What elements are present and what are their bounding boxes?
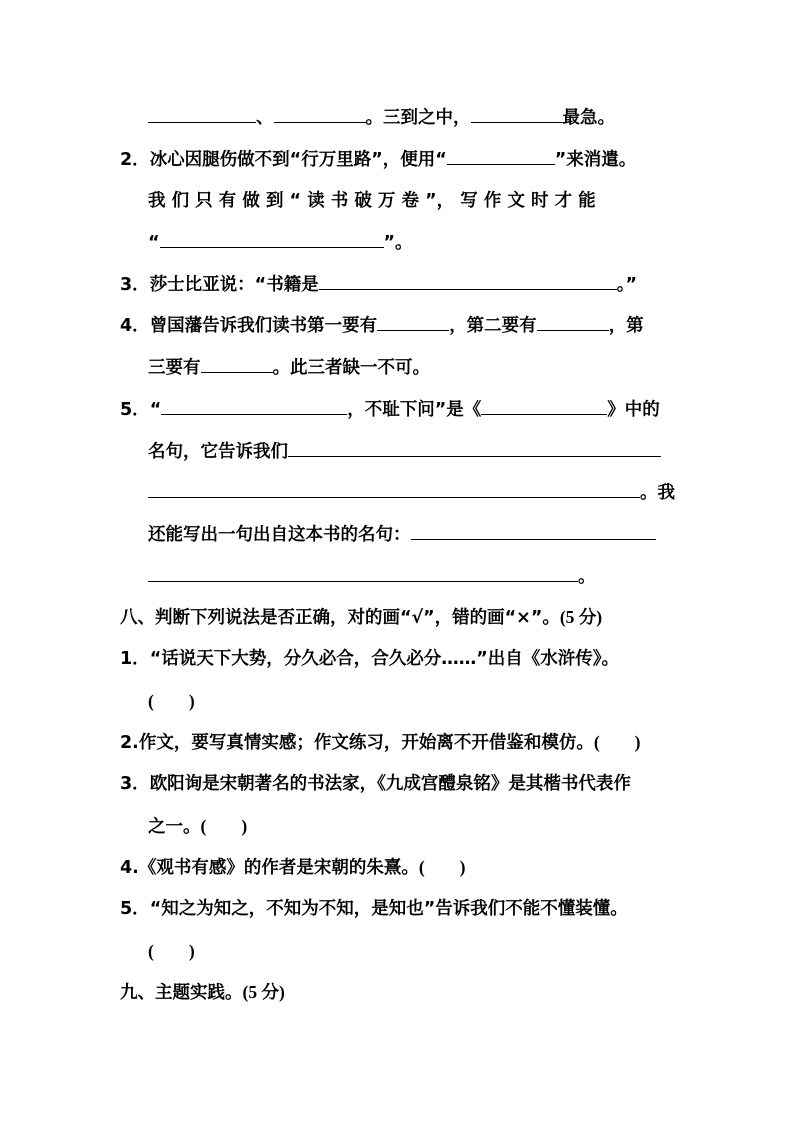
text: ”来消遣。	[554, 150, 637, 170]
answer-blank[interactable]	[481, 398, 607, 415]
answer-blank[interactable]	[274, 106, 366, 123]
section-title: 九、主题实践。	[120, 983, 243, 1003]
statement-text: “知之为知之，不知为不知，是知也”告诉我们不能不懂装懂。	[149, 899, 628, 919]
text: 、	[256, 108, 274, 128]
judge-item-5-answer	[148, 940, 195, 962]
statement-text: 欧阳询是宋朝著名的书法家，《九成宫醴泉铭》是其楷书代表作	[149, 774, 631, 794]
text: 。我	[640, 483, 675, 503]
section-9-heading	[120, 981, 285, 1004]
text: “	[148, 233, 160, 253]
statement-text: “话说天下大势，分久必合，合久必分……”出自《水浒传》。	[149, 649, 619, 669]
question-number: 4．	[120, 316, 150, 336]
text: 。此三者缺一不可。	[272, 358, 430, 378]
answer-parentheses[interactable]: ( )	[418, 857, 466, 877]
answer-blank[interactable]	[148, 565, 578, 582]
judge-item-3	[120, 773, 631, 795]
answer-blank[interactable]	[447, 148, 555, 165]
answer-blank[interactable]	[148, 106, 256, 123]
answer-blank[interactable]	[537, 314, 609, 331]
answer-parentheses[interactable]: ( )	[148, 941, 195, 961]
section-title: 八、判断下列说法是否正确，对的画“√”，错的画“×”。	[120, 608, 560, 628]
question-number: 5．	[120, 400, 150, 420]
question-number: 2.	[120, 733, 139, 753]
q2-line-2	[148, 190, 596, 212]
text: “	[149, 400, 162, 420]
text: ，第二要有	[449, 316, 537, 336]
question-number: 5．	[120, 899, 150, 919]
judge-item-1	[120, 648, 619, 670]
answer-parentheses[interactable]: ( )	[200, 816, 248, 836]
text: 冰心因腿伤做不到“行万里路”，便用“	[149, 150, 447, 170]
text: 我 们 只 有 做 到 “ 读 书 破 万 卷 ”， 写 作 文 时 才 能	[148, 191, 596, 211]
section-score: (5 分)	[559, 607, 603, 627]
answer-blank[interactable]	[161, 398, 347, 415]
answer-parentheses[interactable]: ( )	[148, 691, 195, 711]
text: 》中的	[607, 400, 660, 420]
answer-blank[interactable]	[160, 231, 384, 248]
judge-item-3-continuation	[148, 815, 247, 838]
judge-item-5	[120, 898, 628, 920]
question-number: 4.	[120, 858, 139, 878]
q4-line-1	[120, 314, 644, 337]
statement-text: 作文，要写真情实感；作文练习，开始离不开借鉴和模仿。	[138, 733, 594, 753]
text: 还能写出一句出自这本书的名句：	[148, 525, 411, 545]
answer-blank[interactable]	[319, 273, 617, 290]
text: 。	[578, 567, 596, 587]
q5-line-4	[148, 523, 656, 546]
question-number: 3．	[120, 774, 150, 794]
answer-parentheses[interactable]: ( )	[593, 732, 641, 752]
answer-blank[interactable]	[288, 440, 661, 457]
q4-line-2	[148, 356, 430, 379]
section-8-heading	[120, 606, 602, 629]
text: 曾国藩告诉我们读书第一要有	[149, 316, 378, 336]
q5-line-1	[120, 398, 660, 421]
text: 三要有	[148, 358, 201, 378]
q3-line	[120, 273, 637, 296]
text: 。三到之中，	[365, 108, 471, 128]
section-score: (5 分)	[242, 982, 285, 1002]
text: 莎士比亚说：“书籍是	[149, 275, 319, 295]
answer-blank[interactable]	[411, 523, 656, 540]
text: ，第	[608, 316, 644, 336]
judge-item-2	[120, 731, 640, 754]
statement-text: 《观书有感》的作者是宋朝的朱熹。	[138, 858, 419, 878]
q1-continuation-line	[148, 106, 615, 129]
text: 名句，它告诉我们	[148, 442, 288, 462]
question-number: 2．	[120, 150, 150, 170]
text: ”。	[383, 233, 413, 253]
text: 最急。	[562, 108, 615, 128]
statement-text: 之一。	[148, 817, 201, 837]
text: ，不耻下问”是《	[347, 400, 482, 420]
judge-item-4	[120, 856, 465, 879]
answer-blank[interactable]	[201, 356, 273, 373]
text: 。”	[616, 275, 637, 295]
question-number: 1．	[120, 649, 150, 669]
q5-line-2	[148, 440, 661, 463]
answer-blank[interactable]	[148, 481, 640, 498]
question-number: 3．	[120, 275, 150, 295]
answer-blank[interactable]	[377, 314, 449, 331]
judge-item-1-answer	[148, 690, 195, 712]
q5-line-5	[148, 565, 596, 588]
q2-line-3	[148, 231, 413, 254]
answer-blank[interactable]	[471, 106, 563, 123]
q2-line-1	[120, 148, 636, 171]
q5-line-3	[148, 481, 675, 504]
